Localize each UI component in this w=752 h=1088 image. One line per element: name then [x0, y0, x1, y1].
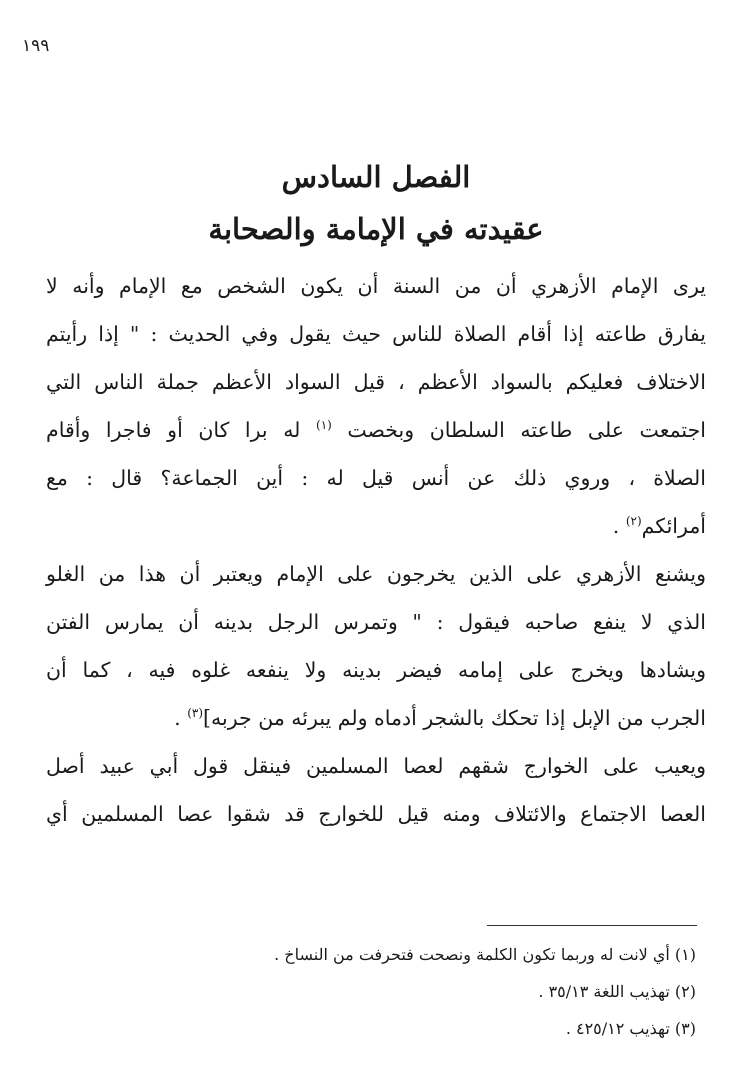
body-line-8: الذي لا ينفع صاحبه فيقول : " وتمرس الرجل بدينه أن يمارس الفتن: [46, 610, 706, 634]
footnote-1: (١) أي لانت له وربما تكون الكلمة ونصحت فتحرفت من النساخ .: [274, 945, 696, 964]
footnotes: [136, 936, 696, 1047]
body-line-5: الصلاة ، وروي ذلك عن أنس قيل له : أين الجماعة؟ قال : مع: [46, 466, 706, 490]
chapter-heading: الفصل السادس: [281, 160, 471, 194]
footnote-separator: [487, 925, 697, 926]
body-line-12: العصا الاجتماع والائتلاف ومنه قيل للخوارج قد شقوا عصا المسلمين أي: [46, 802, 706, 826]
footnote-2: (٢) تهذيب اللغة ٣٥/١٣ .: [538, 982, 696, 1001]
body-line-6-start: أمرائكم: [641, 514, 706, 538]
footnote-ref-3: (٣): [187, 706, 204, 721]
chapter-title: عقيدته في الإمامة والصحابة: [208, 212, 544, 246]
body-line-1: يرى الإمام الأزهري أن من السنة أن يكون الشخص مع الإمام وأنه لا: [46, 274, 706, 298]
body-line-4-start: اجتمعت على طاعته السلطان وبخصت: [347, 418, 706, 442]
body-line-3: الاختلاف فعليكم بالسواد الأعظم ، قيل السواد الأعظم جملة الناس التي: [46, 370, 706, 394]
body-line-7: ويشنع الأزهري على الذين يخرجون على الإمام ويعتبر أن هذا من الغلو: [46, 562, 706, 586]
body-line-10: [46, 694, 706, 742]
page-number: ١٩٩: [22, 36, 50, 56]
body-line-6-end: .: [612, 514, 620, 538]
body-line-6: [46, 502, 706, 550]
body-text: [46, 262, 706, 838]
body-line-10-start: الجرب من الإبل إذا تحكك بالشجر أدماه ولم يبرئه من جربه]: [203, 706, 706, 730]
footnote-3: (٣) تهذيب ٤٢٥/١٢ .: [565, 1019, 696, 1038]
body-line-9: ويشادها ويخرج على إمامه فيضر بدينه ولا ينفعه غلوه فيه ، كما أن: [46, 658, 706, 682]
footnote-ref-1: (١): [316, 418, 332, 433]
body-line-2: يفارق طاعته إذا أقام الصلاة للناس حيث يقول وفي الحديث : " إذا رأيتم: [46, 322, 706, 346]
body-line-4: [46, 406, 706, 454]
body-line-10-end: .: [174, 706, 181, 730]
body-line-4-end: له برا كان أو فاجرا وأقام: [46, 418, 301, 442]
footnote-ref-2: (٢): [625, 514, 642, 529]
body-line-11: ويعيب على الخوارج شقهم لعصا المسلمين فينقل قول أبي عبيد أصل: [46, 754, 706, 778]
